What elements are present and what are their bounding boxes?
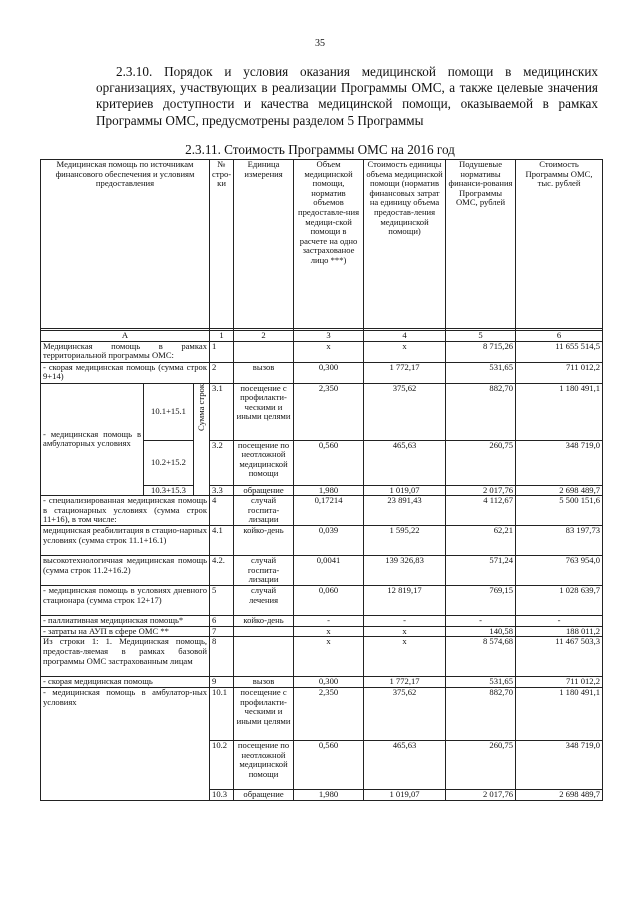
index-cell: 1 — [210, 331, 234, 342]
sum-rows-cell: 10.2+15.2 — [144, 440, 194, 485]
row-number: 7 — [210, 626, 234, 637]
row-number: 5 — [210, 586, 234, 616]
row-value: 2 017,76 — [446, 485, 516, 496]
table-row — [41, 383, 603, 440]
table-row — [41, 616, 603, 627]
row-value: 83 197,73 — [516, 526, 603, 556]
row-number: 1 — [210, 341, 234, 362]
row-number: 3.2 — [210, 440, 234, 485]
row-number: 8 — [210, 637, 234, 677]
row-value: 1 028 639,7 — [516, 586, 603, 616]
row-value: 139 326,83 — [364, 556, 446, 586]
row-value: 763 954,0 — [516, 556, 603, 586]
table-row — [41, 556, 603, 586]
row-label: - паллиативная медицинская помощь* — [41, 616, 210, 627]
row-value: 0,039 — [294, 526, 364, 556]
row-label: Из строки 1: 1. Медицинская помощь, предостав-ляемая в рамках базовой программы ОМС застрахованным лицам — [41, 637, 210, 677]
row-value: 260,75 — [446, 440, 516, 485]
ambulatory-label: - медицинская помощь в амбулатор-ных условиях — [41, 687, 210, 800]
row-value: 769,15 — [446, 586, 516, 616]
row-value: 375,62 — [364, 687, 446, 740]
index-cell: А — [41, 331, 210, 342]
row-number: 6 — [210, 616, 234, 627]
row-value: 348 719,0 — [516, 440, 603, 485]
row-value: 1 019,07 — [364, 789, 446, 800]
row-value: 531,65 — [446, 677, 516, 688]
row-number: 4.1 — [210, 526, 234, 556]
row-value: 12 819,17 — [364, 586, 446, 616]
row-value: 531,65 — [446, 362, 516, 383]
row-unit — [234, 626, 294, 637]
table-title: 2.3.11. Стоимость Программы ОМС на 2016 год — [185, 142, 455, 157]
row-value: 0,300 — [294, 362, 364, 383]
row-label: высокотехнологичная медицинская помощь (сумма строк 11.2+16.2) — [41, 556, 210, 586]
row-value: 0,300 — [294, 677, 364, 688]
row-value: 2,350 — [294, 687, 364, 740]
row-label: - скорая медицинская помощь (сумма строк 9+14) — [41, 362, 210, 383]
row-value: 348 719,0 — [516, 740, 603, 789]
row-label: - медицинская помощь в условиях дневного стационара (сумма строк 12+17) — [41, 586, 210, 616]
row-value: - — [516, 616, 603, 627]
row-unit: вызов — [234, 677, 294, 688]
row-value: 188 011,2 — [516, 626, 603, 637]
row-value: 1 595,22 — [364, 526, 446, 556]
header-volume: Объем медицинской помощи, норматив объемов предоставле-ния медици-ской помощи в расчете на одно застрахованое лицо ***) — [294, 160, 364, 329]
row-unit: посещение по неотложной медицинской помощи — [234, 440, 294, 485]
row-number: 10.1 — [210, 687, 234, 740]
row-unit: посещение с профилакти-ческими и иными целями — [234, 687, 294, 740]
row-unit: случай госпита-лизации — [234, 496, 294, 526]
row-value: 0,560 — [294, 740, 364, 789]
sum-rows-vertical-label: Сумма строк — [194, 383, 210, 496]
row-value: 1 180 491,1 — [516, 687, 603, 740]
row-value: 1,980 — [294, 789, 364, 800]
index-cell: 3 — [294, 331, 364, 342]
header-unit: Единица измерения — [234, 160, 294, 329]
row-unit: обращение — [234, 789, 294, 800]
index-cell: 4 — [364, 331, 446, 342]
table-row — [41, 687, 603, 740]
header-total-cost: Стоимость Программы ОМС, тыс. рублей — [516, 160, 603, 329]
row-unit — [234, 341, 294, 362]
row-value: 2 017,76 — [446, 789, 516, 800]
header-row-number: № стро-ки — [210, 160, 234, 329]
row-value: х — [294, 637, 364, 677]
table-row — [41, 362, 603, 383]
row-unit: случай лечения — [234, 586, 294, 616]
row-number: 3.1 — [210, 383, 234, 440]
row-value: х — [364, 637, 446, 677]
sum-rows-cell: 10.3+15.3 — [144, 485, 194, 496]
row-value: х — [294, 626, 364, 637]
row-value: 0,17214 — [294, 496, 364, 526]
row-value: 11 655 514,5 — [516, 341, 603, 362]
section-heading: 2.3.10. Порядок и условия оказания медицинской помощи в медицинских организациях, участвующих в реализации Программы ОМС, а также целевые значения критериев доступности и качества медицинской помощи, оказываемой в рамках Программы ОМС, предусмотрены разделом 5 Программы — [96, 64, 598, 128]
row-value: 2 698 489,7 — [516, 485, 603, 496]
row-unit: койко-день — [234, 616, 294, 627]
row-value: 140,58 — [446, 626, 516, 637]
row-value: 5 500 151,6 — [516, 496, 603, 526]
row-value: х — [294, 341, 364, 362]
row-value: - — [364, 616, 446, 627]
row-value: 0,0041 — [294, 556, 364, 586]
header-source: Медицинская помощь по источникам финансового обеспечения и условиям предоставления — [41, 160, 210, 329]
row-unit: вызов — [234, 362, 294, 383]
row-value: 1 019,07 — [364, 485, 446, 496]
row-value: 23 891,43 — [364, 496, 446, 526]
row-unit: посещение с профилакти-ческими и иными целями — [234, 383, 294, 440]
row-value: 1 772,17 — [364, 362, 446, 383]
row-label: медицинская реабилитация в стацио-нарных условиях (сумма строк 11.1+16.1) — [41, 526, 210, 556]
row-value: 882,70 — [446, 383, 516, 440]
cost-table — [40, 159, 603, 801]
row-number: 4 — [210, 496, 234, 526]
row-value: 465,63 — [364, 740, 446, 789]
row-value: 1 772,17 — [364, 677, 446, 688]
row-value: х — [364, 626, 446, 637]
table-row — [41, 626, 603, 637]
row-unit: обращение — [234, 485, 294, 496]
table-row — [41, 496, 603, 526]
index-cell: 6 — [516, 331, 603, 342]
ambulatory-label: - медицинская помощь в амбулаторных условиях — [41, 383, 144, 496]
row-value: 4 112,67 — [446, 496, 516, 526]
row-unit — [234, 637, 294, 677]
row-number: 10.3 — [210, 789, 234, 800]
header-row — [41, 160, 603, 329]
row-value: 260,75 — [446, 740, 516, 789]
row-label: - скорая медицинская помощь — [41, 677, 210, 688]
row-unit: койко-день — [234, 526, 294, 556]
row-value: 8 715,26 — [446, 341, 516, 362]
index-cell: 2 — [234, 331, 294, 342]
row-value: 711 012,2 — [516, 362, 603, 383]
index-cell: 5 — [446, 331, 516, 342]
row-number: 2 — [210, 362, 234, 383]
row-unit: посещение по неотложной медицинской помощи — [234, 740, 294, 789]
row-value: - — [294, 616, 364, 627]
table-row — [41, 341, 603, 362]
table-row — [41, 586, 603, 616]
row-value: 711 012,2 — [516, 677, 603, 688]
row-value: 11 467 503,3 — [516, 637, 603, 677]
row-value: 571,24 — [446, 556, 516, 586]
row-value: 2 698 489,7 — [516, 789, 603, 800]
header-unit-cost: Стоимость единицы объема медицинской помощи (норматив финансовых затрат на единицу объема предостав-ления медицинской помощи) — [364, 160, 446, 329]
page-number: 35 — [315, 38, 325, 49]
row-number: 3.3 — [210, 485, 234, 496]
row-value: х — [364, 341, 446, 362]
row-value: 2,350 — [294, 383, 364, 440]
row-value: 375,62 — [364, 383, 446, 440]
row-label: - затраты на АУП в сфере ОМС ** — [41, 626, 210, 637]
row-label: - специализированная медицинская помощь в стационарных условиях (сумма строк 11+16), в том числе: — [41, 496, 210, 526]
table-row — [41, 637, 603, 677]
row-value: - — [446, 616, 516, 627]
header-per-capita: Подушевые нормативы финанси-рования Программы ОМС, рублей — [446, 160, 516, 329]
row-value: 0,060 — [294, 586, 364, 616]
row-unit: случай госпита-лизации — [234, 556, 294, 586]
row-value: 1,980 — [294, 485, 364, 496]
row-label: Медицинская помощь в рамках территориальной программы ОМС: — [41, 341, 210, 362]
row-value: 8 574,68 — [446, 637, 516, 677]
row-value: 0,560 — [294, 440, 364, 485]
row-value: 882,70 — [446, 687, 516, 740]
row-value: 62,21 — [446, 526, 516, 556]
row-number: 9 — [210, 677, 234, 688]
row-number: 4.2. — [210, 556, 234, 586]
table-row — [41, 526, 603, 556]
table-row — [41, 677, 603, 688]
column-index-row — [41, 331, 603, 342]
sum-rows-cell: 10.1+15.1 — [144, 383, 194, 440]
row-value: 1 180 491,1 — [516, 383, 603, 440]
row-value: 465,63 — [364, 440, 446, 485]
row-number: 10.2 — [210, 740, 234, 789]
